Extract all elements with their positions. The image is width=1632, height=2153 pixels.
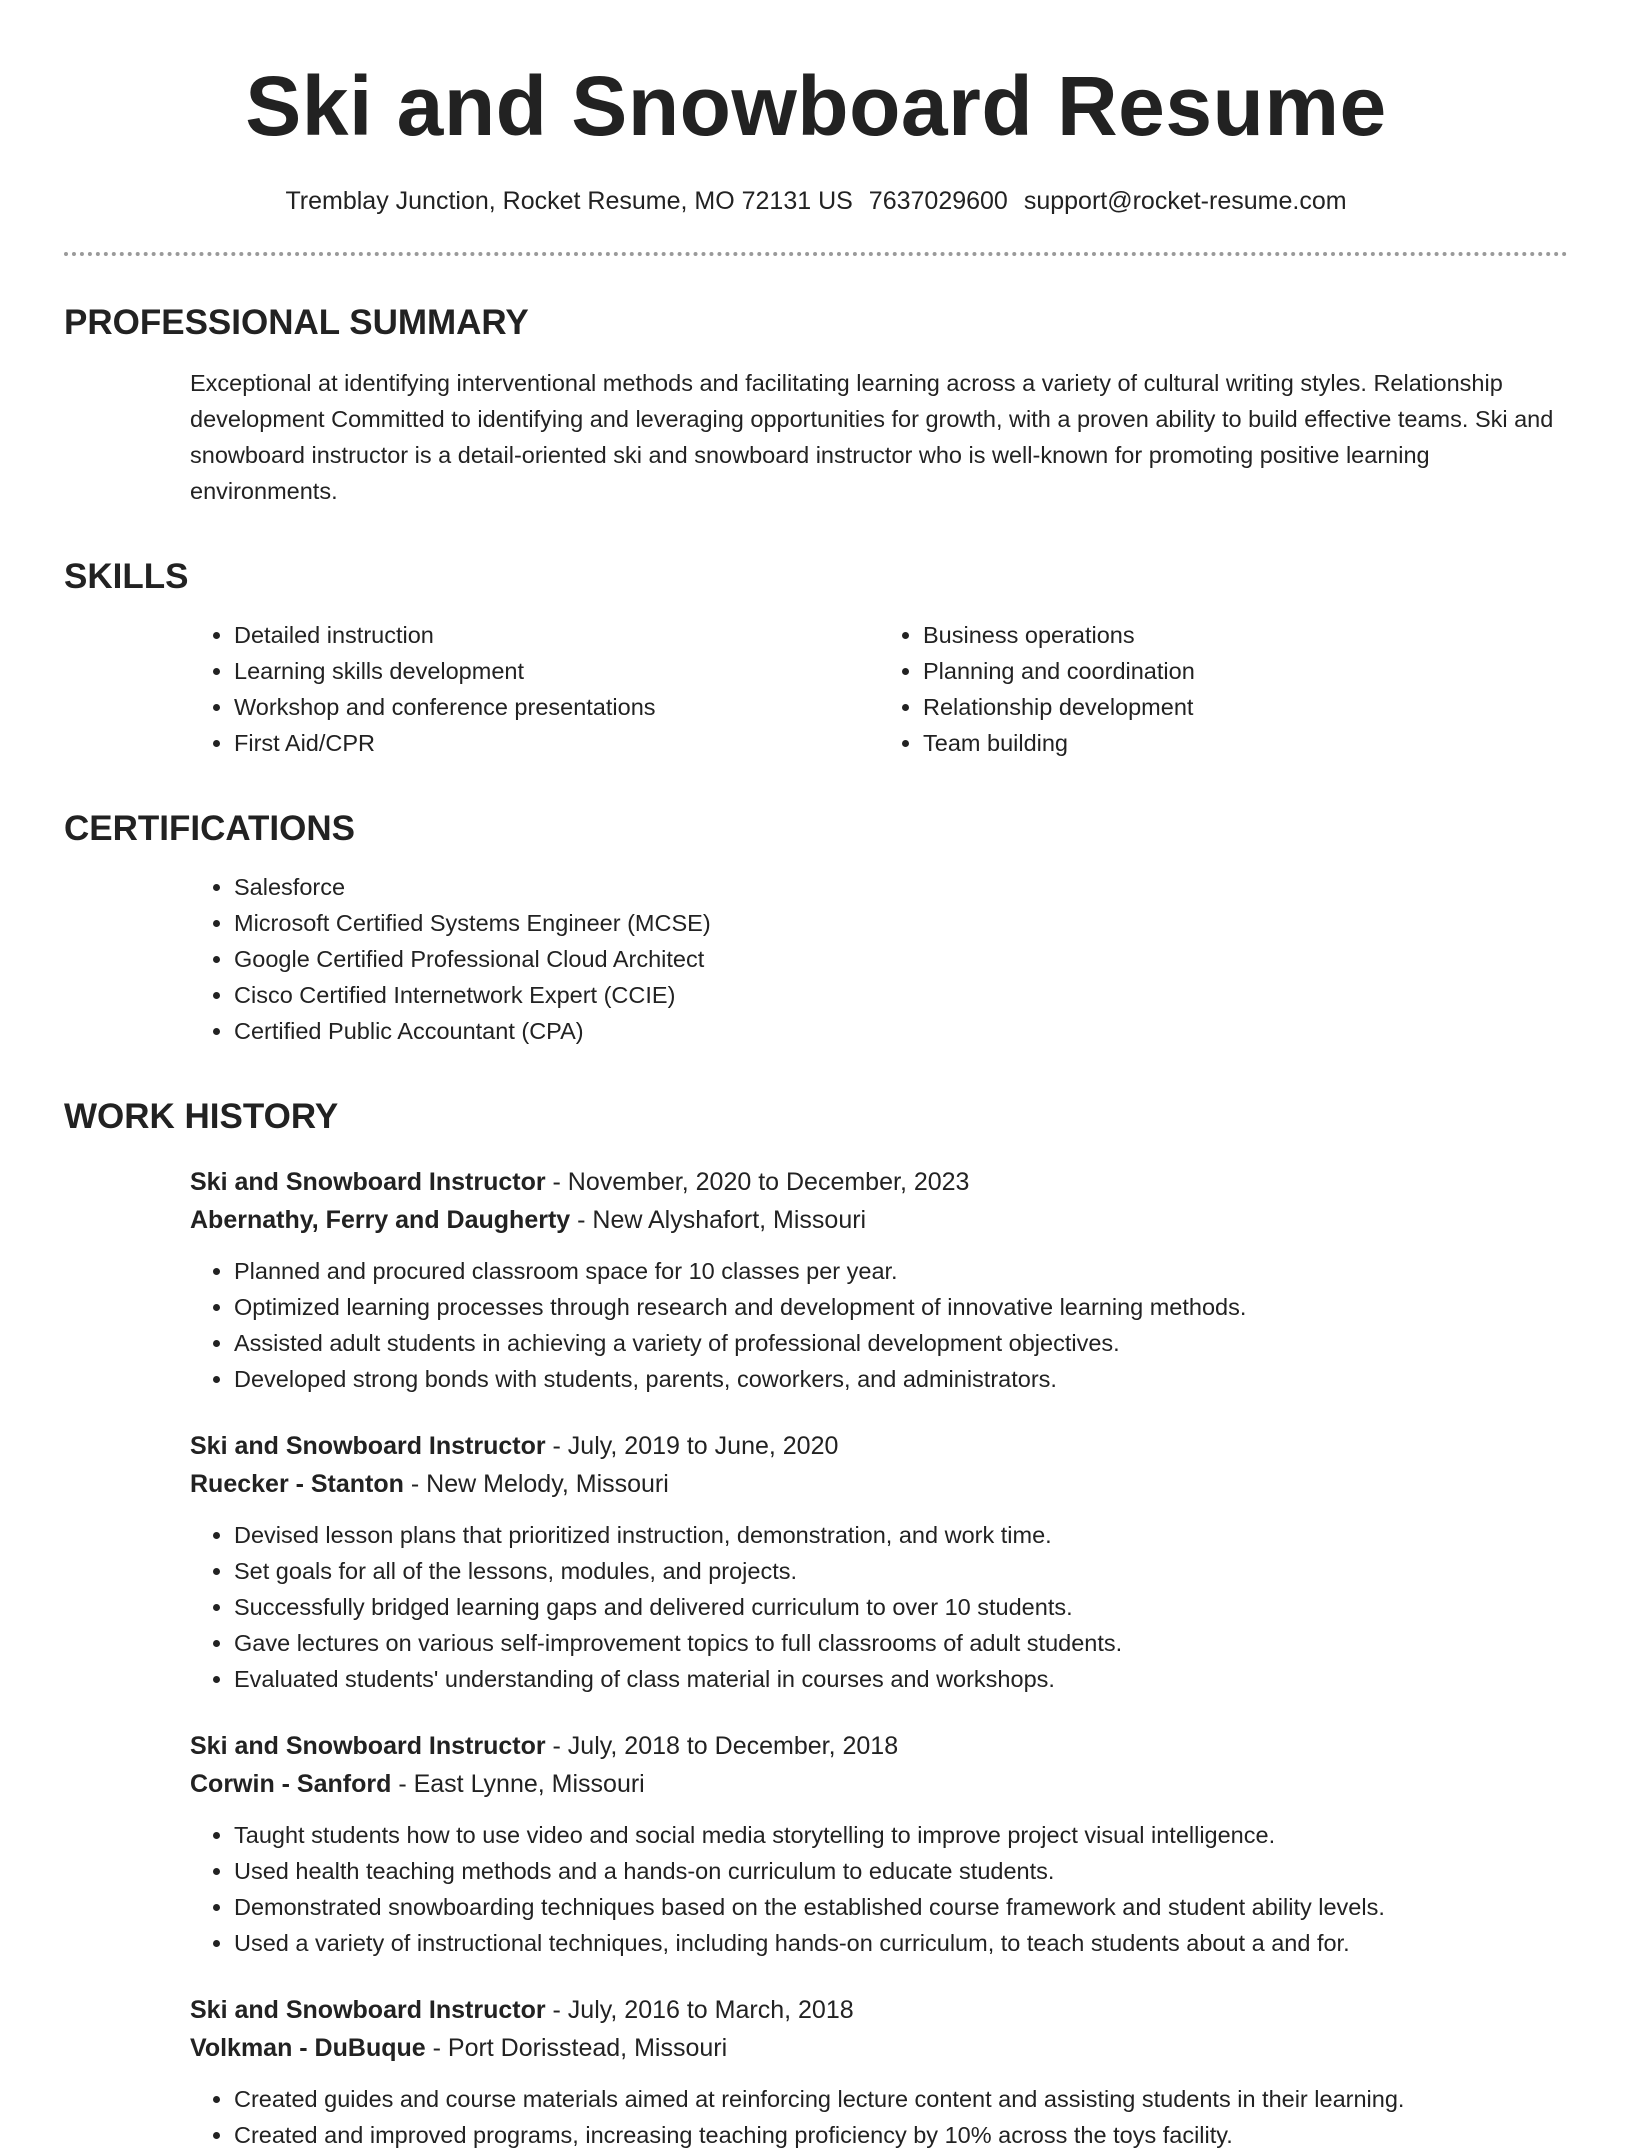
contact-phone: 7637029600 bbox=[868, 187, 1008, 215]
skills-list-right bbox=[879, 617, 1568, 761]
list-item: • Taught students how to use video and social media storytelling to improve project visual intelligence. bbox=[234, 1817, 1568, 1853]
summary-text: Exceptional at identifying interventional methods and facilitating learning across a variety of cultural writing styles. Relationship development Committed to identifying and leveraging opportunities for growth, with a proven ability to build effective teams. Ski and snowboard instructor is a detail-oriented ski and snowboard instructor who is well-known for promoting positive learning environments. bbox=[190, 370, 1554, 504]
list-item: • Devised lesson plans that prioritized instruction, demonstration, and work time. bbox=[234, 1517, 1568, 1553]
job-dates: - November, 2020 to December, 2023 bbox=[545, 1168, 970, 1196]
certifications-list bbox=[190, 869, 1568, 1049]
list-item: • Team building bbox=[923, 725, 1568, 761]
job-title-line bbox=[190, 1163, 1568, 1201]
job-company: Ruecker - Stanton bbox=[190, 1470, 404, 1498]
job-title-line bbox=[190, 1427, 1568, 1465]
list-item: • Detailed instruction bbox=[234, 617, 879, 653]
summary-heading: PROFESSIONAL SUMMARY bbox=[64, 303, 529, 342]
skills-section bbox=[64, 555, 1568, 761]
list-item: • Planned and procured classroom space for 10 classes per year. bbox=[234, 1253, 1568, 1289]
job-company-line bbox=[190, 1765, 1568, 1803]
job-entry bbox=[190, 1991, 1568, 2153]
list-item: • Successfully bridged learning gaps and delivered curriculum to over 10 students. bbox=[234, 1589, 1568, 1625]
list-item: • Created guides and course materials aimed at reinforcing lecture content and assisting students in their learning. bbox=[234, 2081, 1568, 2117]
job-title: Ski and Snowboard Instructor bbox=[190, 1732, 546, 1760]
summary-section bbox=[64, 301, 1568, 509]
job-company: Corwin - Sanford bbox=[190, 1770, 392, 1798]
job-location: - New Melody, Missouri bbox=[403, 1470, 669, 1498]
contact-address: Tremblay Junction, Rocket Resume, MO 72131 US bbox=[285, 187, 853, 215]
job-location: - New Alyshafort, Missouri bbox=[570, 1206, 867, 1234]
list-item: • Gave lectures on various self-improvement topics to full classrooms of adult students. bbox=[234, 1625, 1568, 1661]
list-item: • First Aid/CPR bbox=[234, 725, 879, 761]
list-item: • Business operations bbox=[923, 617, 1568, 653]
list-item: • Certified Public Accountant (CPA) bbox=[234, 1013, 1568, 1049]
skills-list-left bbox=[190, 617, 879, 761]
list-item: • Used a variety of instructional techniques, including hands-on curriculum, to teach students about a and for. bbox=[234, 1925, 1568, 1961]
job-bullets bbox=[190, 2081, 1568, 2153]
header-divider bbox=[64, 252, 1568, 256]
job-title-line bbox=[190, 1727, 1568, 1765]
job-dates: - July, 2018 to December, 2018 bbox=[545, 1732, 899, 1760]
skills-columns bbox=[190, 617, 1568, 761]
list-item: • Demonstrated snowboarding techniques based on the established course framework and student ability levels. bbox=[234, 1889, 1568, 1925]
certifications-content bbox=[190, 869, 1568, 1049]
list-item: • Developed strong bonds with students, parents, coworkers, and administrators. bbox=[234, 1361, 1568, 1397]
list-item: • Created and improved programs, increasing teaching proficiency by 10% across the toys facility. bbox=[234, 2117, 1568, 2153]
job-company-line bbox=[190, 2029, 1568, 2067]
list-item: • Learning skills development bbox=[234, 653, 879, 689]
job-dates: - July, 2016 to March, 2018 bbox=[545, 1996, 854, 2024]
job-bullets bbox=[190, 1817, 1568, 1961]
job-company-line bbox=[190, 1201, 1568, 1239]
work-history-heading: WORK HISTORY bbox=[64, 1097, 339, 1136]
list-item: • Cisco Certified Internetwork Expert (CCIE) bbox=[234, 977, 1568, 1013]
job-location: - East Lynne, Missouri bbox=[391, 1770, 645, 1798]
work-history-content bbox=[190, 1163, 1568, 2153]
list-item: • Optimized learning processes through research and development of innovative learning methods. bbox=[234, 1289, 1568, 1325]
job-title: Ski and Snowboard Instructor bbox=[190, 1168, 546, 1196]
job-title: Ski and Snowboard Instructor bbox=[190, 1996, 546, 2024]
work-history-section bbox=[64, 1095, 1568, 2153]
list-item: • Relationship development bbox=[923, 689, 1568, 725]
list-item: • Used health teaching methods and a hands-on curriculum to educate students. bbox=[234, 1853, 1568, 1889]
job-entry bbox=[190, 1727, 1568, 1961]
list-item: • Evaluated students' understanding of class material in courses and workshops. bbox=[234, 1661, 1568, 1697]
job-entry bbox=[190, 1427, 1568, 1697]
contact-line bbox=[64, 184, 1568, 218]
list-item: • Planning and coordination bbox=[923, 653, 1568, 689]
list-item: • Salesforce bbox=[234, 869, 1568, 905]
job-company: Abernathy, Ferry and Daugherty bbox=[190, 1206, 571, 1234]
job-title-line bbox=[190, 1991, 1568, 2029]
resume-title: Ski and Snowboard Resume bbox=[245, 59, 1387, 153]
job-dates: - July, 2019 to June, 2020 bbox=[545, 1432, 839, 1460]
certifications-heading: CERTIFICATIONS bbox=[64, 809, 356, 848]
certifications-section bbox=[64, 807, 1568, 1049]
job-company: Volkman - DuBuque bbox=[190, 2034, 426, 2062]
job-bullets bbox=[190, 1253, 1568, 1397]
list-item: • Google Certified Professional Cloud Architect bbox=[234, 941, 1568, 977]
job-entry bbox=[190, 1163, 1568, 1397]
contact-email: support@rocket-resume.com bbox=[1023, 187, 1347, 215]
job-bullets bbox=[190, 1517, 1568, 1697]
list-item: • Workshop and conference presentations bbox=[234, 689, 879, 725]
job-title: Ski and Snowboard Instructor bbox=[190, 1432, 546, 1460]
job-location: - Port Dorisstead, Missouri bbox=[425, 2034, 728, 2062]
skills-heading: SKILLS bbox=[64, 557, 189, 596]
list-item: • Assisted adult students in achieving a variety of professional development objectives. bbox=[234, 1325, 1568, 1361]
job-company-line bbox=[190, 1465, 1568, 1503]
list-item: • Microsoft Certified Systems Engineer (MCSE) bbox=[234, 905, 1568, 941]
list-item: • Set goals for all of the lessons, modules, and projects. bbox=[234, 1553, 1568, 1589]
